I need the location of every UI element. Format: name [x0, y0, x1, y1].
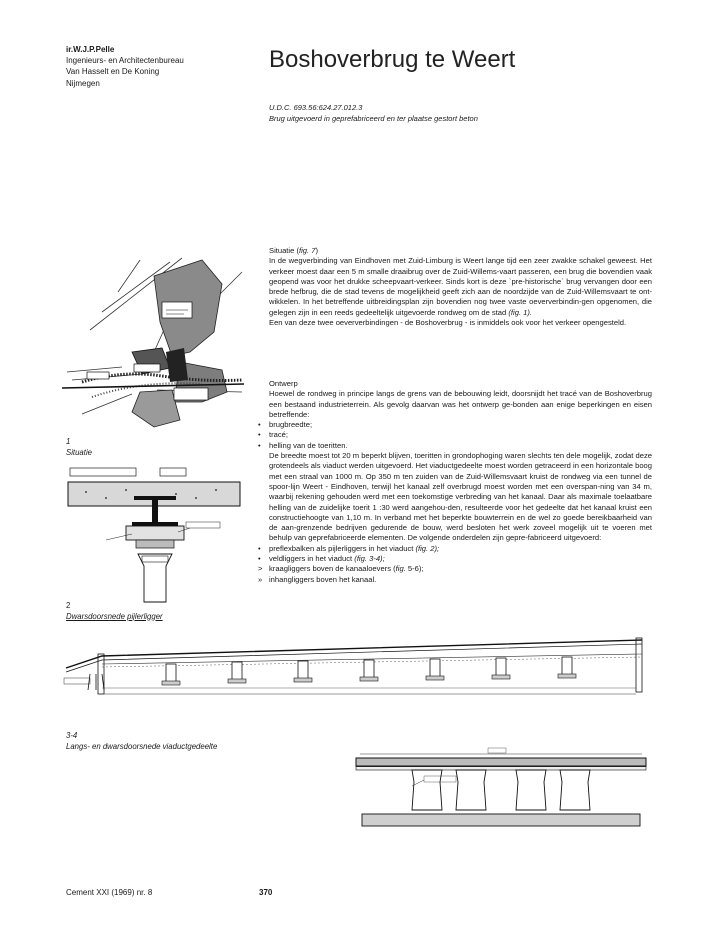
figure-2-number: 2	[66, 601, 71, 610]
constraints-list	[258, 420, 652, 451]
list-item-text: preflexbalken als pijlerliggers in het viaduct	[269, 543, 414, 553]
figure-2-label: Dwarsdoorsnede pijlerligger	[66, 611, 163, 621]
list-item-ref: fig.	[395, 564, 406, 574]
list-bullet: •	[258, 543, 261, 553]
situation-map	[62, 252, 244, 432]
list-item-ref: (fig. 3-4);	[354, 554, 385, 564]
figure-1-number: 1	[66, 437, 71, 446]
list-item	[258, 544, 652, 554]
situatie-paragraph-1-text: In de wegverbinding van Eindhoven met Zuid-Limburg is Weert lange tijd een zeer zwakke schakel geweest. Het verkeer moest daar een 5 m smalle draaibrug over de Zuid-Willems-vaart passeren, een brug die bovendien vaak geopend was voor het drukke scheepvaart-verkeer. Sinds kort is deze `pre-historische` brug vervangen door een brede hefbrug, die de stad tevens de mogelijkheid geeft zich aan de noordzijde van de Zuid-Willemsvaart te ont-wikkelen. In het betreffende uitbreidingsplan zijn bovendien nog twee vaste oeververbindin-gen opgenomen, die gelegen zijn in een reeds gedeeltelijk uitgevoerde rondweg om de stad	[269, 256, 652, 317]
list-item-text: inhangliggers boven het kanaal.	[269, 574, 377, 584]
list-item-text: kraagliggers boven de kanaaloevers (	[269, 564, 396, 574]
list-bullet: >	[258, 564, 263, 574]
list-bullet: •	[258, 440, 261, 450]
figure-1-caption	[66, 437, 92, 458]
section-ontwerp-heading: Ontwerp	[269, 379, 298, 388]
list-item-text: tracé;	[269, 430, 288, 440]
situatie-paragraph-2: Een van deze twee oeververbindingen - de Boshoverbrug - is inmiddels ook voor het verkeer opengesteld.	[269, 318, 627, 328]
figure-2-caption	[66, 601, 163, 622]
list-item-tail: 5-6);	[405, 564, 424, 574]
udc-block	[269, 103, 478, 124]
list-bullet: •	[258, 554, 261, 564]
ontwerp-intro: Hoewel de rondweg in principe langs de grens van de bebouwing leidt, doorsnijdt het tracé van de Boshoverbrug een bestaand industrieterrein. Als gevolg daarvan was het ontwerp ge-bonden aan enige beperkingen en eisen betreffende:	[269, 389, 652, 419]
author-name: ir.W.J.P.Pelle	[66, 45, 115, 54]
section-ontwerp	[258, 379, 652, 585]
author-affiliation-2: Van Hasselt en De Koning	[66, 67, 160, 77]
figure-34-number: 3-4	[66, 731, 78, 740]
section-situatie	[258, 246, 652, 328]
author-block	[66, 44, 184, 89]
prefab-elements-list	[258, 544, 652, 585]
udc-code: U.D.C. 693.56:624.27.012.3	[269, 103, 363, 112]
list-item-text: helling van de toeritten.	[269, 440, 348, 450]
section-situatie-title: Situatie (	[269, 246, 299, 255]
section-situatie-heading-close: )	[315, 246, 318, 255]
figure-34-caption	[66, 731, 217, 752]
author-affiliation-1: Ingenieurs- en Architectenbureau	[66, 56, 184, 66]
figure-34-label: Langs- en dwarsdoorsnede viaductgedeelte	[66, 741, 218, 751]
article-title: Boshoverbrug te Weert	[269, 46, 516, 73]
list-item	[258, 430, 652, 440]
list-bullet: •	[258, 420, 261, 430]
list-item	[258, 564, 652, 574]
section-situatie-figure-ref: fig. 7	[298, 246, 316, 255]
list-item	[258, 441, 652, 451]
viaduct-cross-section	[352, 748, 650, 836]
list-item	[258, 420, 652, 430]
figure-1-label: Situatie	[66, 447, 93, 457]
longitudinal-section	[62, 634, 656, 700]
pier-girder-cross-section	[66, 462, 242, 606]
section-situatie-heading	[258, 246, 652, 256]
list-bullet: •	[258, 430, 261, 440]
list-bullet: »	[258, 574, 263, 584]
situatie-paragraph-1	[258, 256, 652, 318]
article-subtitle: Brug uitgevoerd in geprefabriceerd en ter plaatse gestort beton	[269, 113, 478, 123]
list-item-text: brugbreedte;	[269, 420, 313, 430]
list-item-ref: (fig. 2);	[415, 543, 440, 553]
footer-journal: Cement XXI (1969) nr. 8	[66, 888, 153, 897]
list-item	[258, 575, 652, 585]
list-item-text: veldliggers in het viaduct	[269, 554, 353, 564]
list-item	[258, 554, 652, 564]
author-affiliation-3: Nijmegen	[66, 78, 100, 88]
footer-page-number: 370	[259, 888, 273, 897]
situatie-paragraph-1-ref: (fig. 1).	[508, 307, 533, 317]
ontwerp-body: De breedte moest tot 20 m beperkt blijven, toeritten in grondophoging waren slechts ten dele mogelijk, zodat deze grotendeels als viaduct werden uitgevoerd. Het viaductgedeelte moest worden getraceerd in een horizontale boog met een straal van 1000 m. Op 350 m ten zuiden van de Zuid-Willemsvaart kruist de rondweg via een tunnel de spoor-lijn Weert - Eindhoven, terwijl het kanaal zelf overbrugd moest worden met een overspan-ning van 34 m, waarbij rekening gehouden werd met een toekomstige verbreding van het kanaal. Daar als maximale toelaatbare helling van de zuidelijke toerit 1 :30 werd aangehou-den, resulteerde voor het gedeelte dat het kanaal kruist een constructiehoogte van 1,10 m. In verband met het beperkte bouwterrein en de wel zo goede bereikbaarheid van de aan-grenzende bedrijven gedurende de bouw, werd besloten het werk zoveel mogelijk uit te voeren met behulp van geprefabriceerde elementen. De volgende onderdelen zijn gepre-fabriceerd uitgevoerd:	[269, 451, 652, 543]
